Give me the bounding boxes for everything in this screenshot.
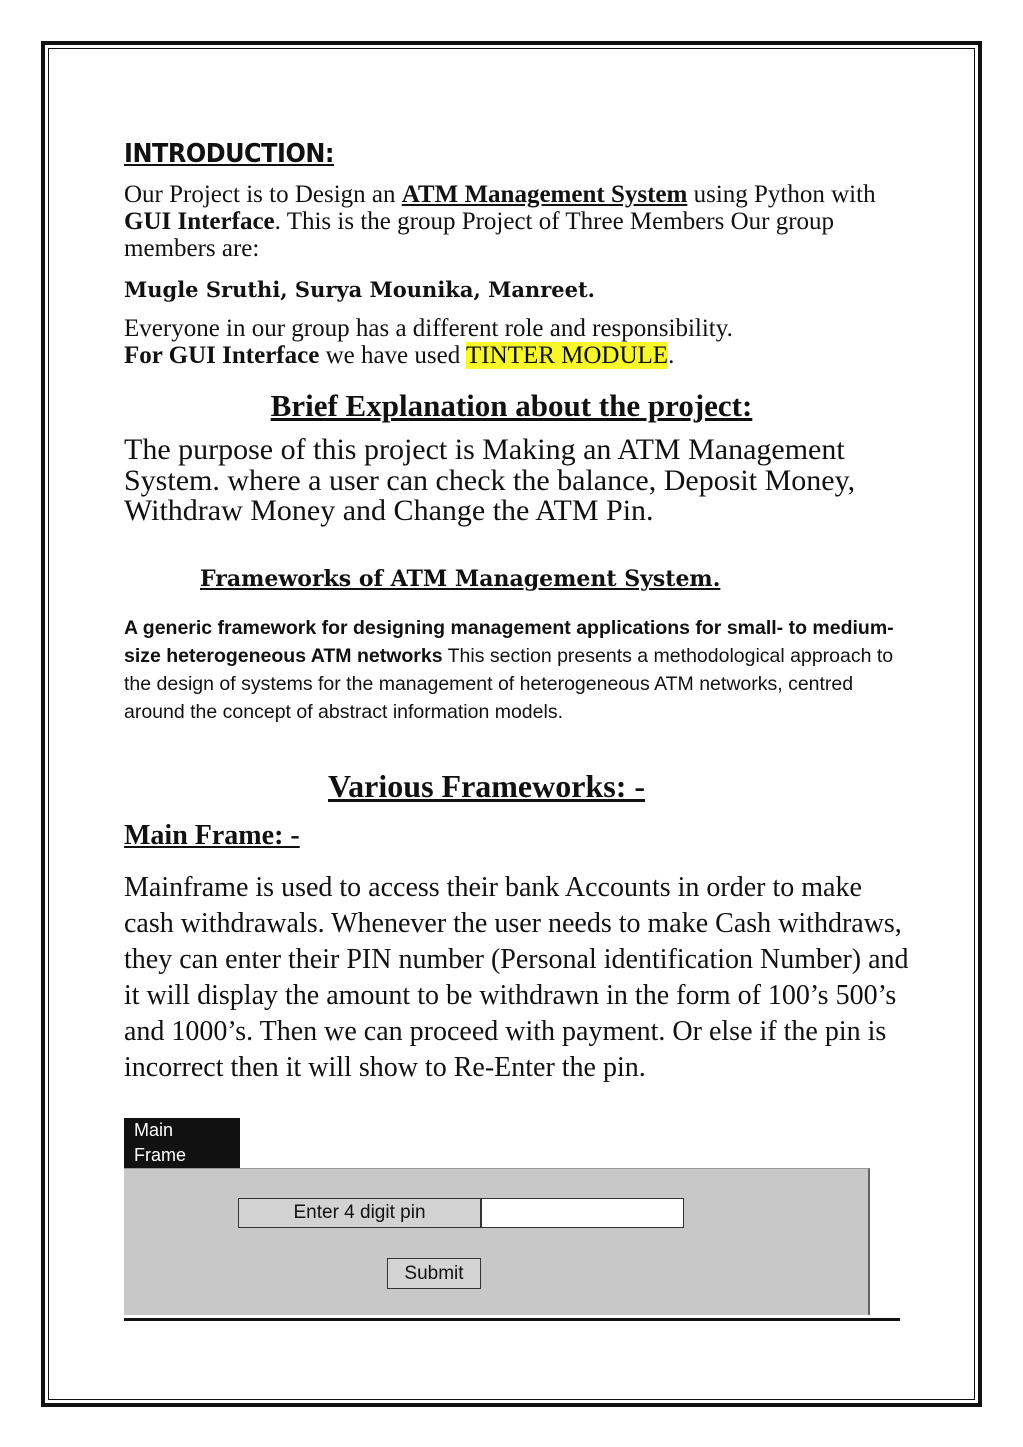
pin-label: Enter 4 digit pin — [238, 1198, 481, 1228]
intro-text-3: . This is the group Project of Three Members Our group members are: — [124, 208, 835, 262]
tinter-module-highlight: TINTER MODULE — [466, 342, 669, 369]
role-text: Everyone in our group has a different role and responsibility. — [124, 315, 733, 342]
generic-framework-bold: A generic framework for designing management applications for small- to medium-size heterogeneous ATM networks — [124, 617, 894, 667]
various-frameworks-heading: Various Frameworks: - — [328, 768, 645, 804]
bottom-rule — [124, 1318, 900, 1321]
main-frame-heading: Main Frame: - — [124, 820, 300, 851]
generic-framework-paragraph — [124, 614, 914, 726]
generic-framework-text: This section presents a methodological approach to the design of systems for the management of heterogeneous ATM networks, centred around the concept of abstract information models. — [124, 645, 894, 723]
introduction-heading: INTRODUCTION: — [124, 139, 334, 169]
group-members: Mugle Sruthi, Surya Mounika, Manreet. — [124, 277, 595, 302]
intro-paragraph — [124, 181, 914, 262]
role-text-3: . — [668, 342, 675, 369]
project-name: ATM Management System — [401, 181, 688, 208]
intro-text-1: Our Project is to Design an — [124, 181, 402, 208]
pin-input[interactable] — [481, 1198, 684, 1228]
intro-text-2: using Python with — [687, 181, 876, 208]
role-text-2: we have used — [319, 342, 467, 369]
gui-interface-text: GUI Interface — [124, 208, 275, 235]
main-frame-paragraph: Mainframe is used to access their bank Accounts in order to make cash withdrawals. Whenever the user needs to make Cash withdraws, they can enter their PIN number (Personal identification Number) and it will display the amount to be withdrawn in the form of 100’s 500’s and 1000’s. Then we can proceed with payment. Or else if the pin is incorrect then it will show to Re-Enter the pin. — [124, 872, 909, 1083]
purpose-paragraph: The purpose of this project is Making an ATM Management System. where a user can check the balance, Deposit Money, Withdraw Money and Change the ATM Pin. — [124, 433, 856, 527]
brief-explanation-heading: Brief Explanation about the project: — [270, 388, 753, 423]
role-paragraph — [124, 315, 914, 369]
window-title-line1: Main — [134, 1120, 174, 1140]
frameworks-heading: Frameworks of ATM Management System. — [200, 566, 721, 592]
gui-interface-label: For GUI Interface — [124, 342, 320, 369]
window-title-line2: Frame — [134, 1145, 187, 1165]
window-panel — [124, 1168, 870, 1315]
window-title — [124, 1118, 240, 1168]
submit-button[interactable]: Submit — [387, 1258, 481, 1289]
